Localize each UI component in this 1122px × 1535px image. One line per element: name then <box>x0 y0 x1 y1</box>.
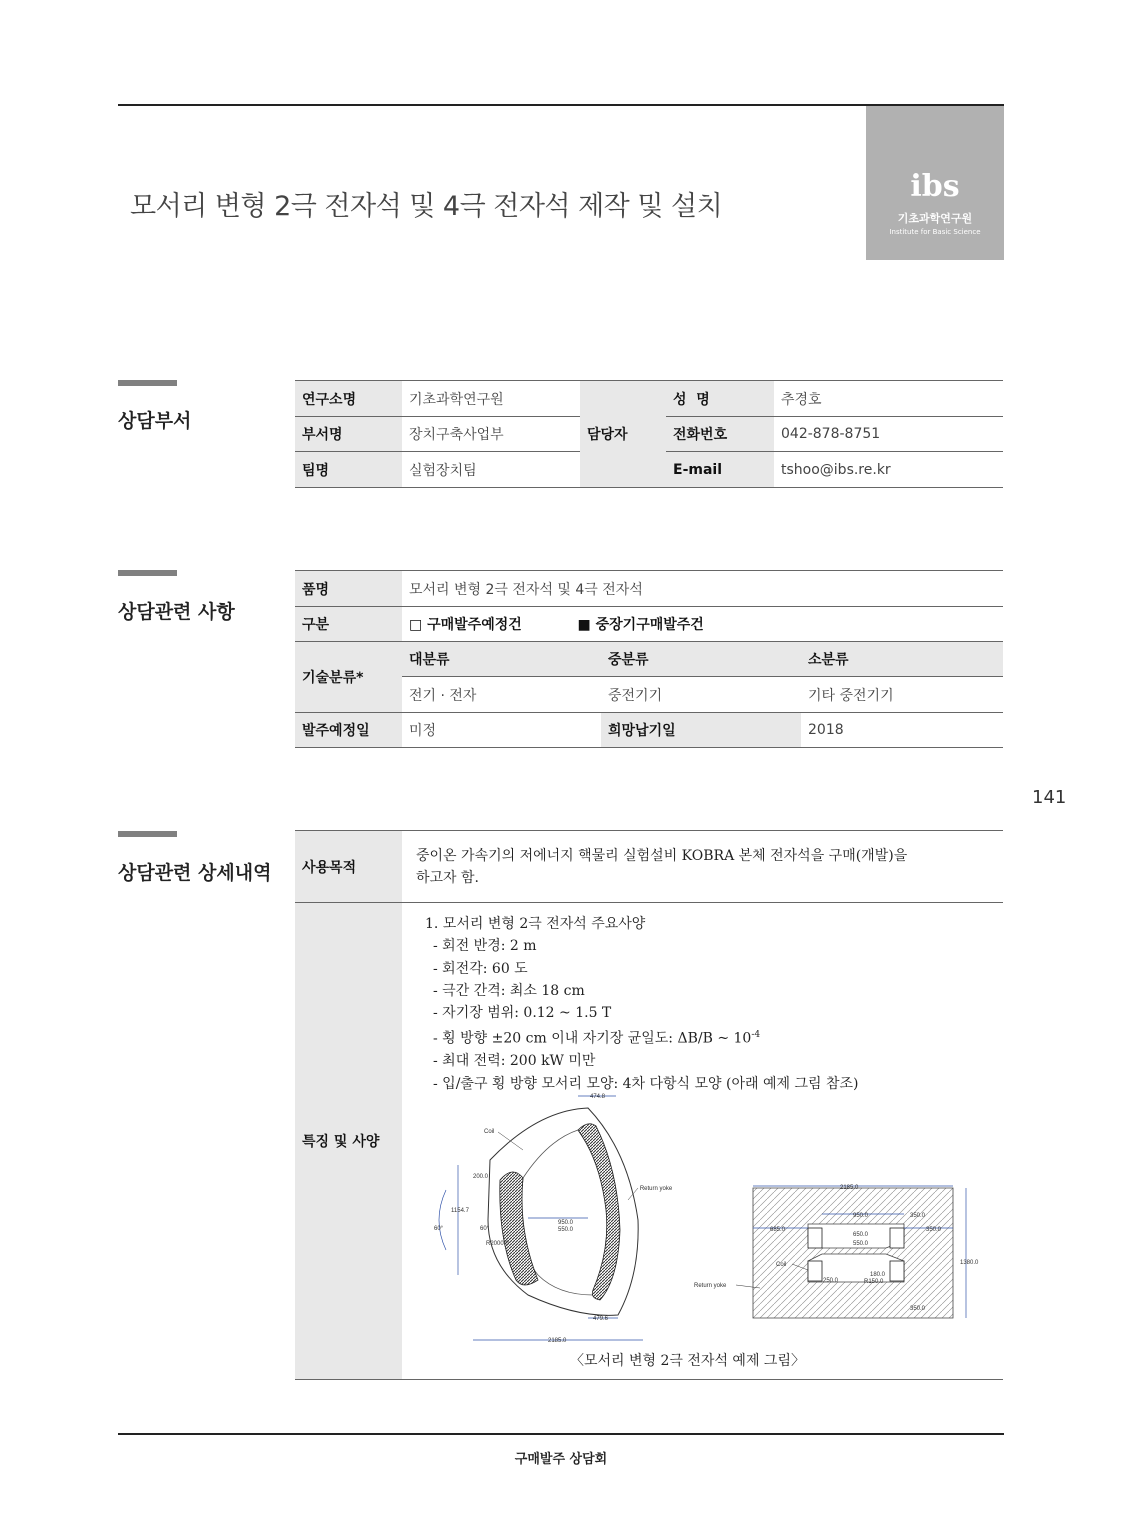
name-label: 성 명 <box>666 381 774 417</box>
middle-label: 중분류 <box>601 642 801 677</box>
coil-right <box>578 1124 620 1300</box>
coil-block <box>808 1261 822 1281</box>
type-option-purchase: □ 구매발주예정건 <box>409 617 522 633</box>
dipole-section-drawing <box>690 1178 990 1330</box>
delivery-label: 희망납기일 <box>601 713 801 748</box>
figure-caption: 〈모서리 변형 2극 전자석 예제 그림〉 <box>570 1353 805 1369</box>
institute-value: 기초과학연구원 <box>402 381 580 417</box>
institute-label: 연구소명 <box>295 381 402 417</box>
dim-label: 2185.0 <box>548 1338 567 1344</box>
spec-item: - 입/출구 횡 방향 모서리 모양: 4차 다항식 모양 (아래 예제 그림 참조) <box>433 1075 859 1092</box>
phone-label: 전화번호 <box>666 417 774 452</box>
dipole-plan-drawing <box>428 1090 678 1348</box>
spec-list <box>425 913 859 1095</box>
team-value: 실험장치팀 <box>402 452 580 488</box>
purpose-line: 하고자 함. <box>416 869 479 886</box>
dept-table <box>295 380 1003 488</box>
email-label: E-mail <box>666 452 774 488</box>
name-value: 추경호 <box>774 381 1003 417</box>
spec-heading: 1. 모서리 변형 2극 전자석 주요사양 <box>425 916 646 932</box>
coil-label: Coil <box>484 1129 495 1135</box>
angle-label: 60° <box>434 1226 444 1232</box>
coil-block <box>890 1228 904 1248</box>
section-label-detail: 상담관련 상세내역 <box>118 862 272 884</box>
coil-block <box>890 1261 904 1281</box>
dim-label: 180.0 <box>870 1272 886 1278</box>
dim-label: 685.0 <box>770 1227 786 1233</box>
yoke-label: Return yoke <box>694 1283 727 1289</box>
dim-label: 250.0 <box>823 1278 839 1284</box>
major-value: 전기 · 전자 <box>402 677 601 713</box>
phone-value: 042-878-8751 <box>774 417 1003 452</box>
spec-item: - 자기장 범위: 0.12 ~ 1.5 T <box>433 1005 612 1022</box>
dim-label: 950.0 <box>558 1220 574 1226</box>
order-date-value: 미정 <box>402 713 601 748</box>
section-label-dept: 상담부서 <box>118 410 192 432</box>
minor-label: 소분류 <box>801 642 1003 677</box>
type-label: 구분 <box>295 607 402 642</box>
page-number: 141 <box>1032 787 1067 808</box>
spec-label: 특징 및 사양 <box>295 903 402 1380</box>
purpose-value <box>402 831 1003 903</box>
type-option-longterm: ■ 중장기구매발주건 <box>577 617 704 633</box>
spec-item: - 회전각: 60 도 <box>433 960 528 977</box>
dim-label: 350.0 <box>910 1306 926 1312</box>
team-label: 팀명 <box>295 452 402 488</box>
item-label: 품명 <box>295 571 402 607</box>
logo-name-en: Institute for Basic Science <box>889 228 981 236</box>
dim-label: 200.0 <box>473 1174 489 1180</box>
dim-label: 474.8 <box>590 1094 606 1100</box>
coil-left <box>500 1172 538 1285</box>
delivery-value: 2018 <box>801 713 1003 748</box>
spec-item: - 회전 반경: 2 m <box>433 938 537 955</box>
radius-label: R2000.0 <box>486 1241 509 1247</box>
footer-rule <box>118 1433 1004 1435</box>
contact-label: 담당자 <box>580 381 666 488</box>
ibs-logo <box>866 106 1004 260</box>
division-value: 장치구축사업부 <box>402 417 580 452</box>
radius-label: R150.0 <box>864 1279 884 1285</box>
major-label: 대분류 <box>402 642 601 677</box>
dim-label: 2185.0 <box>840 1185 859 1191</box>
angle-arc <box>439 1190 446 1250</box>
coil-label: Coil <box>776 1262 787 1268</box>
dim-label: 350.0 <box>910 1213 926 1219</box>
dim-label: 550.0 <box>558 1227 574 1233</box>
footer-text: 구매발주 상담회 <box>514 1452 608 1467</box>
page-title: 모서리 변형 2극 전자석 및 4극 전자석 제작 및 설치 <box>130 191 723 222</box>
angle-label: 60° <box>480 1226 490 1232</box>
dim-label: 1380.0 <box>960 1260 979 1266</box>
spec-item: - 극간 간격: 최소 18 cm <box>433 982 585 999</box>
logo-mark: ibs <box>910 169 960 204</box>
purpose-label: 사용목적 <box>295 831 402 903</box>
dim-label: 950.0 <box>853 1213 869 1219</box>
dim-label: 479.6 <box>593 1316 609 1322</box>
related-table <box>295 570 1003 748</box>
middle-value: 중전기기 <box>601 677 801 713</box>
spec-item-text: - 횡 방향 ±20 cm 이내 자기장 균일도: ΔB/B ~ 10 <box>433 1031 752 1048</box>
division-label: 부서명 <box>295 417 402 452</box>
dim-label: 350.0 <box>926 1227 942 1233</box>
coil-block <box>808 1228 822 1248</box>
section-bar <box>118 831 177 837</box>
purpose-line: 중이온 가속기의 저에너지 핵물리 실험설비 KOBRA 본체 전자석을 구매(개발)을 <box>416 847 908 864</box>
dim-label: 1154.7 <box>451 1208 469 1214</box>
spec-item: - 최대 전력: 200 kW 미만 <box>433 1053 596 1070</box>
minor-value: 기타 중전기기 <box>801 677 1003 713</box>
type-options <box>402 607 1003 642</box>
section-bar <box>118 570 177 576</box>
spec-item <box>425 1024 859 1050</box>
section-bar <box>118 380 177 386</box>
leader-line <box>628 1188 638 1200</box>
section-label-related: 상담관련 사항 <box>118 601 235 623</box>
tech-label: 기술분류* <box>295 642 402 713</box>
email-value: tshoo@ibs.re.kr <box>774 452 1003 488</box>
item-value: 모서리 변형 2극 전자석 및 4극 전자석 <box>402 571 1003 607</box>
dim-label: 650.0 <box>853 1232 869 1238</box>
order-date-label: 발주예정일 <box>295 713 402 748</box>
logo-name-ko: 기초과학연구원 <box>897 212 973 225</box>
dim-label: 550.0 <box>853 1241 869 1247</box>
yoke-section <box>753 1188 953 1318</box>
yoke-label: Return yoke <box>639 1186 673 1192</box>
spec-item-exponent: -4 <box>751 1030 761 1041</box>
